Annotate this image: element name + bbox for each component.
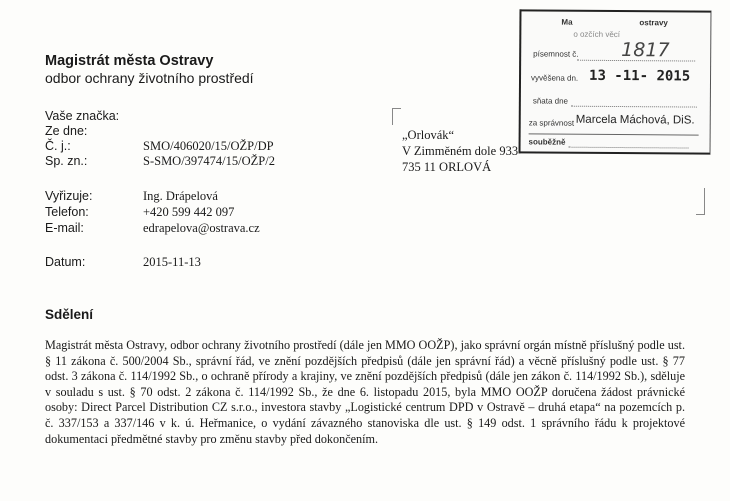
letter-subject: Sdělení [45,307,94,322]
recipient-street: V Zimměném dole 933 [402,144,519,158]
vase-znacka-label: Vaše značka: [45,109,120,123]
address-window-corner [392,108,401,125]
email-value: edrapelova@ostrava.cz [143,221,260,235]
stamp-line [569,147,689,149]
telefon-label: Telefon: [45,205,89,219]
datum-label: Datum: [45,255,86,269]
stamp-line [571,106,697,108]
stamp-sejmuta-label: sňata dne [532,96,569,106]
cj-value: SMO/406020/15/OŽP/DP [143,139,274,153]
email-label: E-mail: [45,221,84,235]
recipient-city: 735 11 ORLOVÁ [402,160,492,174]
registry-stamp [518,9,711,154]
spzn-label: Sp. zn.: [45,154,88,168]
stamp-soubezne-label: souběžně [528,137,566,147]
cj-label: Č. j.: [45,139,71,153]
letter-body: Magistrát města Ostravy, odbor ochrany životního prostředí (dále jen MMO OOŽP), jako správní orgán místně příslušný podle ust. § 11 zákona č. 500/2004 Sb., správní řád, ve znění pozdějších předpisů (dále jen správní řád) a věcně příslušný podle ust. § 77 odst. 3 zákona č. 114/1992 Sb., o ochraně přírody a krajiny, ve znění pozdějších předpisů (dále jen zákon č. 114/1992 Sb.), sděluje v souladu s ust. § 70 odst. 2 zákona č. 114/1992 Sb., že dne 6. listopadu 2015, byla MMO OOŽP doručena žádost právnické osoby: Direct Parcel Distribution CZ s.r.o., investora stavby „Logistické centrum DPD v Ostravě – druhá etapa“ na pozemcích p. č. 337/153 a 337/146 v k. ú. Heřmanice, o vydání závazného stanoviska dle ust. § 149 odst. 1 správního řádu k projektové dokumentaci předmětné stavby pro změnu stavby před dokončením. [45,338,685,446]
sender-org-name: Magistrát města Ostravy [45,53,214,69]
spzn-value: S-SMO/397474/15/OŽP/2 [143,154,275,168]
stamp-pisemnost-label: písemnost č. [533,49,579,59]
address-window-corner [696,188,705,215]
stamp-za-spravnost-label: za správnost [528,118,575,128]
stamp-title-part2: ostravy [639,18,668,28]
vyrizuje-label: Vyřizuje: [45,189,93,203]
telefon-value: +420 599 442 097 [143,205,235,219]
recipient-name: „Orlovák“ [402,128,455,142]
stamp-title-part1: Ma [561,17,573,27]
vyrizuje-value: Ing. Drápelová [143,189,218,203]
datum-value: 2015-11-13 [143,255,201,269]
sender-department: odbor ochrany životního prostředí [45,70,254,86]
stamp-pisemnost-number: 1817 [621,39,670,62]
stamp-subtitle: o ozčích věcí [573,29,621,40]
stamp-signatory: Marcela Máchová, DiS. [575,113,695,127]
stamp-vyvesena-label: vyvěšena dn. [530,73,579,83]
ze-dne-label: Ze dne: [45,124,88,138]
stamp-line [529,133,699,135]
stamp-date: 13 -11- 2015 [588,67,691,85]
